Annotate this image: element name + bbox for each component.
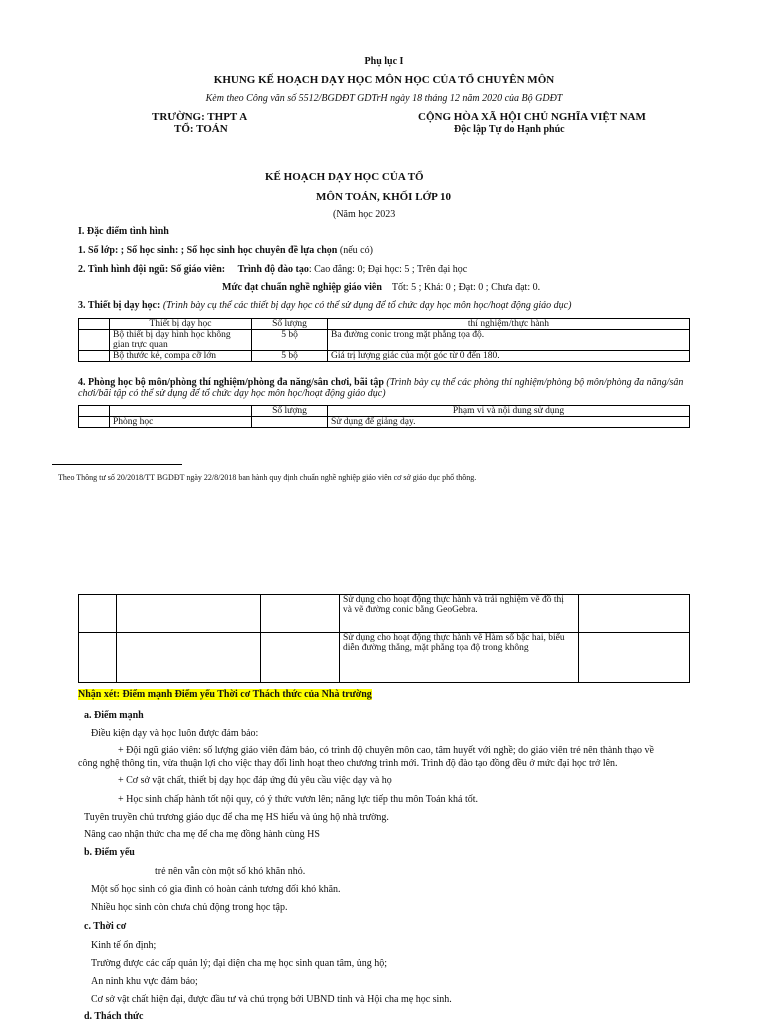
class-info-text: 1. Số lớp: ; Số học sinh: ; Số học sinh học chuyên đề lựa chọn — [78, 245, 338, 256]
plan-title: KẾ HOẠCH DẠY HỌC CỦA TỔ — [265, 171, 424, 183]
section-heading: I. Đặc điểm tình hình — [78, 226, 169, 237]
table-cell — [261, 595, 340, 633]
rooms-note: (Trình bày cụ thể các phòng thí nghiệm/phòng bộ môn/phòng đa năng/sân chơi/bãi tập có thể sử dụng để tổ chức dạy học môn học/hoạt động giáo dục) — [78, 377, 684, 399]
school-name: TRƯỜNG: THPT A — [152, 111, 248, 123]
table-cell — [117, 595, 261, 633]
staff-info-line — [78, 264, 467, 275]
opportunities-item: An ninh khu vực đảm bảo; — [91, 976, 198, 987]
equipment-table — [78, 318, 690, 362]
strengths-item: + Đội ngũ giáo viên: số lượng giáo viên đảm bảo, có trình độ chuyên môn cao, tâm huyết với nghề; do giáo viên trẻ nên thành thạo về — [118, 745, 654, 756]
table-cell: Ba đường conic trong mặt phẳng tọa độ. — [328, 330, 690, 351]
weaknesses-heading: b. Điểm yếu — [84, 847, 135, 858]
table-row — [79, 633, 690, 683]
table-cell — [579, 595, 690, 633]
class-info-line — [78, 245, 373, 256]
table-header-row — [79, 319, 690, 330]
table-cell — [261, 633, 340, 683]
group-name: TỔ: TOÁN — [174, 123, 228, 135]
equipment-note: (Trình bày cụ thể các thiết bị dạy học có thể sử dụng để tổ chức dạy học môn học/hoạt động giáo dục) — [160, 300, 572, 311]
table-header: Số lượng — [252, 319, 328, 330]
table-cell: Sử dụng để giảng dạy. — [328, 417, 690, 428]
table-cell — [117, 633, 261, 683]
school-year: (Năm học 2023 — [333, 209, 396, 220]
table-header: Thiết bị dạy học — [110, 319, 252, 330]
rooms-paragraph — [78, 377, 690, 399]
table-cell — [79, 319, 110, 330]
document-title: KHUNG KẾ HOẠCH DẠY HỌC MÔN HỌC CỦA TỔ CHUYÊN MÔN — [213, 74, 555, 86]
table-cell: Bộ thiết bị dạy hình học không gian trực quan — [110, 330, 252, 351]
standard-line — [222, 282, 540, 293]
strengths-item: + Cơ sở vật chất, thiết bị dạy học đáp ứng đủ yêu cầu việc dạy và họ — [118, 775, 392, 786]
table-cell — [79, 351, 110, 362]
table-cell: Giá trị lượng giác của một góc từ 0 đến 180. — [328, 351, 690, 362]
table-cell: Bộ thước kẻ, compa cỡ lớn — [110, 351, 252, 362]
opportunities-heading: c. Thời cơ — [84, 921, 127, 932]
training-label: Trình độ đào tạo — [237, 264, 309, 275]
opportunities-item: Cơ sở vật chất hiện đại, được đầu tư và chú trọng bởi UBND tỉnh và Hội cha mẹ học sinh. — [91, 994, 452, 1005]
table-cell: 5 bộ — [252, 351, 328, 362]
country-name: CỘNG HÒA XÃ HỘI CHỦ NGHĨA VIỆT NAM — [418, 111, 646, 123]
review-heading — [78, 689, 372, 700]
table-cell — [79, 330, 110, 351]
table-header-row — [79, 406, 690, 417]
weaknesses-item: trẻ nên vẫn còn một số khó khăn nhỏ. — [155, 866, 306, 877]
strengths-item: Tuyên truyền chủ trương giáo dục để cha mẹ HS hiểu và ủng hộ nhà trường. — [84, 812, 389, 823]
table-cell — [79, 633, 117, 683]
staff-info-label: 2. Tình hình đội ngũ: Số giáo viên: — [78, 264, 226, 275]
table-row — [79, 351, 690, 362]
rooms-label: 4. Phòng học bộ môn/phòng thí nghiệm/phòng đa năng/sân chơi, bãi tập — [78, 377, 384, 388]
table-header: Số lượng — [252, 406, 328, 417]
equipment-label: 3. Thiết bị dạy học: — [78, 300, 161, 311]
strengths-item-continued: công nghệ thông tin, vừa thuận lợi cho việc thay đổi linh hoạt theo chương trình mới. Trình độ đào tạo đồng đều ở mức đại học trở lên. — [78, 758, 618, 769]
table-row — [79, 417, 690, 428]
equipment-line — [78, 300, 571, 311]
table-cell — [252, 417, 328, 428]
weaknesses-item: Một số học sinh có gia đình có hoàn cảnh tương đối khó khăn. — [91, 884, 341, 895]
table-cell — [110, 406, 252, 417]
opportunities-item: Kinh tế ổn định; — [91, 940, 157, 951]
table-cell: Sử dụng cho hoạt động thực hành và trải nghiệm vẽ đồ thị và vẽ đường conic bằng GeoGebra. — [340, 595, 579, 633]
table-row — [79, 330, 690, 351]
threats-heading: d. Thách thức — [84, 1011, 144, 1022]
table-row — [79, 595, 690, 633]
standard-values: Tốt: 5 ; Khá: 0 ; Đạt: 0 ; Chưa đạt: 0. — [391, 282, 541, 293]
strengths-item: + Học sinh chấp hành tốt nội quy, có ý thức vươn lên; năng lực tiếp thu môn Toán khá tốt. — [118, 794, 479, 805]
standard-label: Mức đạt chuẩn nghề nghiệp giáo viên — [222, 282, 382, 293]
table-cell: Phòng học — [110, 417, 252, 428]
rooms-table — [78, 405, 690, 428]
document-subtitle: Kèm theo Công văn số 5512/BGDĐT GDTrH ngày 18 tháng 12 năm 2020 của Bộ GDĐT — [205, 93, 563, 104]
strengths-item: Nâng cao nhận thức cha mẹ để cha mẹ đồng hành cùng HS — [84, 829, 320, 840]
table-cell: Sử dụng cho hoạt động thực hành vẽ Hàm số bậc hai, biểu diễn đường thẳng, mặt phẳng tọa độ trong không — [340, 633, 579, 683]
table-cell — [79, 417, 110, 428]
appendix-label: Phụ lục I — [364, 56, 404, 67]
rooms-table-continued — [78, 594, 690, 683]
class-info-note: (nếu có) — [337, 245, 373, 256]
strengths-intro: Điều kiện dạy và học luôn được đảm bảo: — [91, 728, 259, 739]
strengths-heading: a. Điểm mạnh — [84, 710, 144, 721]
table-cell — [79, 406, 110, 417]
footnote: Theo Thông tư số 20/2018/TT BGDĐT ngày 22/8/2018 ban hành quy định chuẩn nghề nghiệp giáo viên cơ sở giáo dục phổ thông. — [58, 473, 477, 482]
table-cell: 5 bộ — [252, 330, 328, 351]
table-cell — [579, 633, 690, 683]
opportunities-item: Trường được các cấp quản lý; đại diện cha mẹ học sinh quan tâm, ủng hộ; — [91, 958, 387, 969]
table-cell — [79, 595, 117, 633]
table-header: Phạm vi và nội dung sử dụng — [328, 406, 690, 417]
table-header: thí nghiệm/thực hành — [328, 319, 690, 330]
footnote-separator — [52, 464, 182, 465]
plan-subject: MÔN TOÁN, KHỐI LỚP 10 — [316, 191, 451, 203]
review-heading-text: Nhận xét: Điểm mạnh Điểm yếu Thời cơ Thách thức của Nhà trường — [78, 689, 372, 700]
weaknesses-item: Nhiều học sinh còn chưa chủ động trong học tập. — [91, 902, 288, 913]
training-values: : Cao đẳng: 0; Đại học: 5 ; Trên đại học — [308, 264, 468, 275]
motto: Độc lập Tự do Hạnh phúc — [454, 124, 565, 135]
